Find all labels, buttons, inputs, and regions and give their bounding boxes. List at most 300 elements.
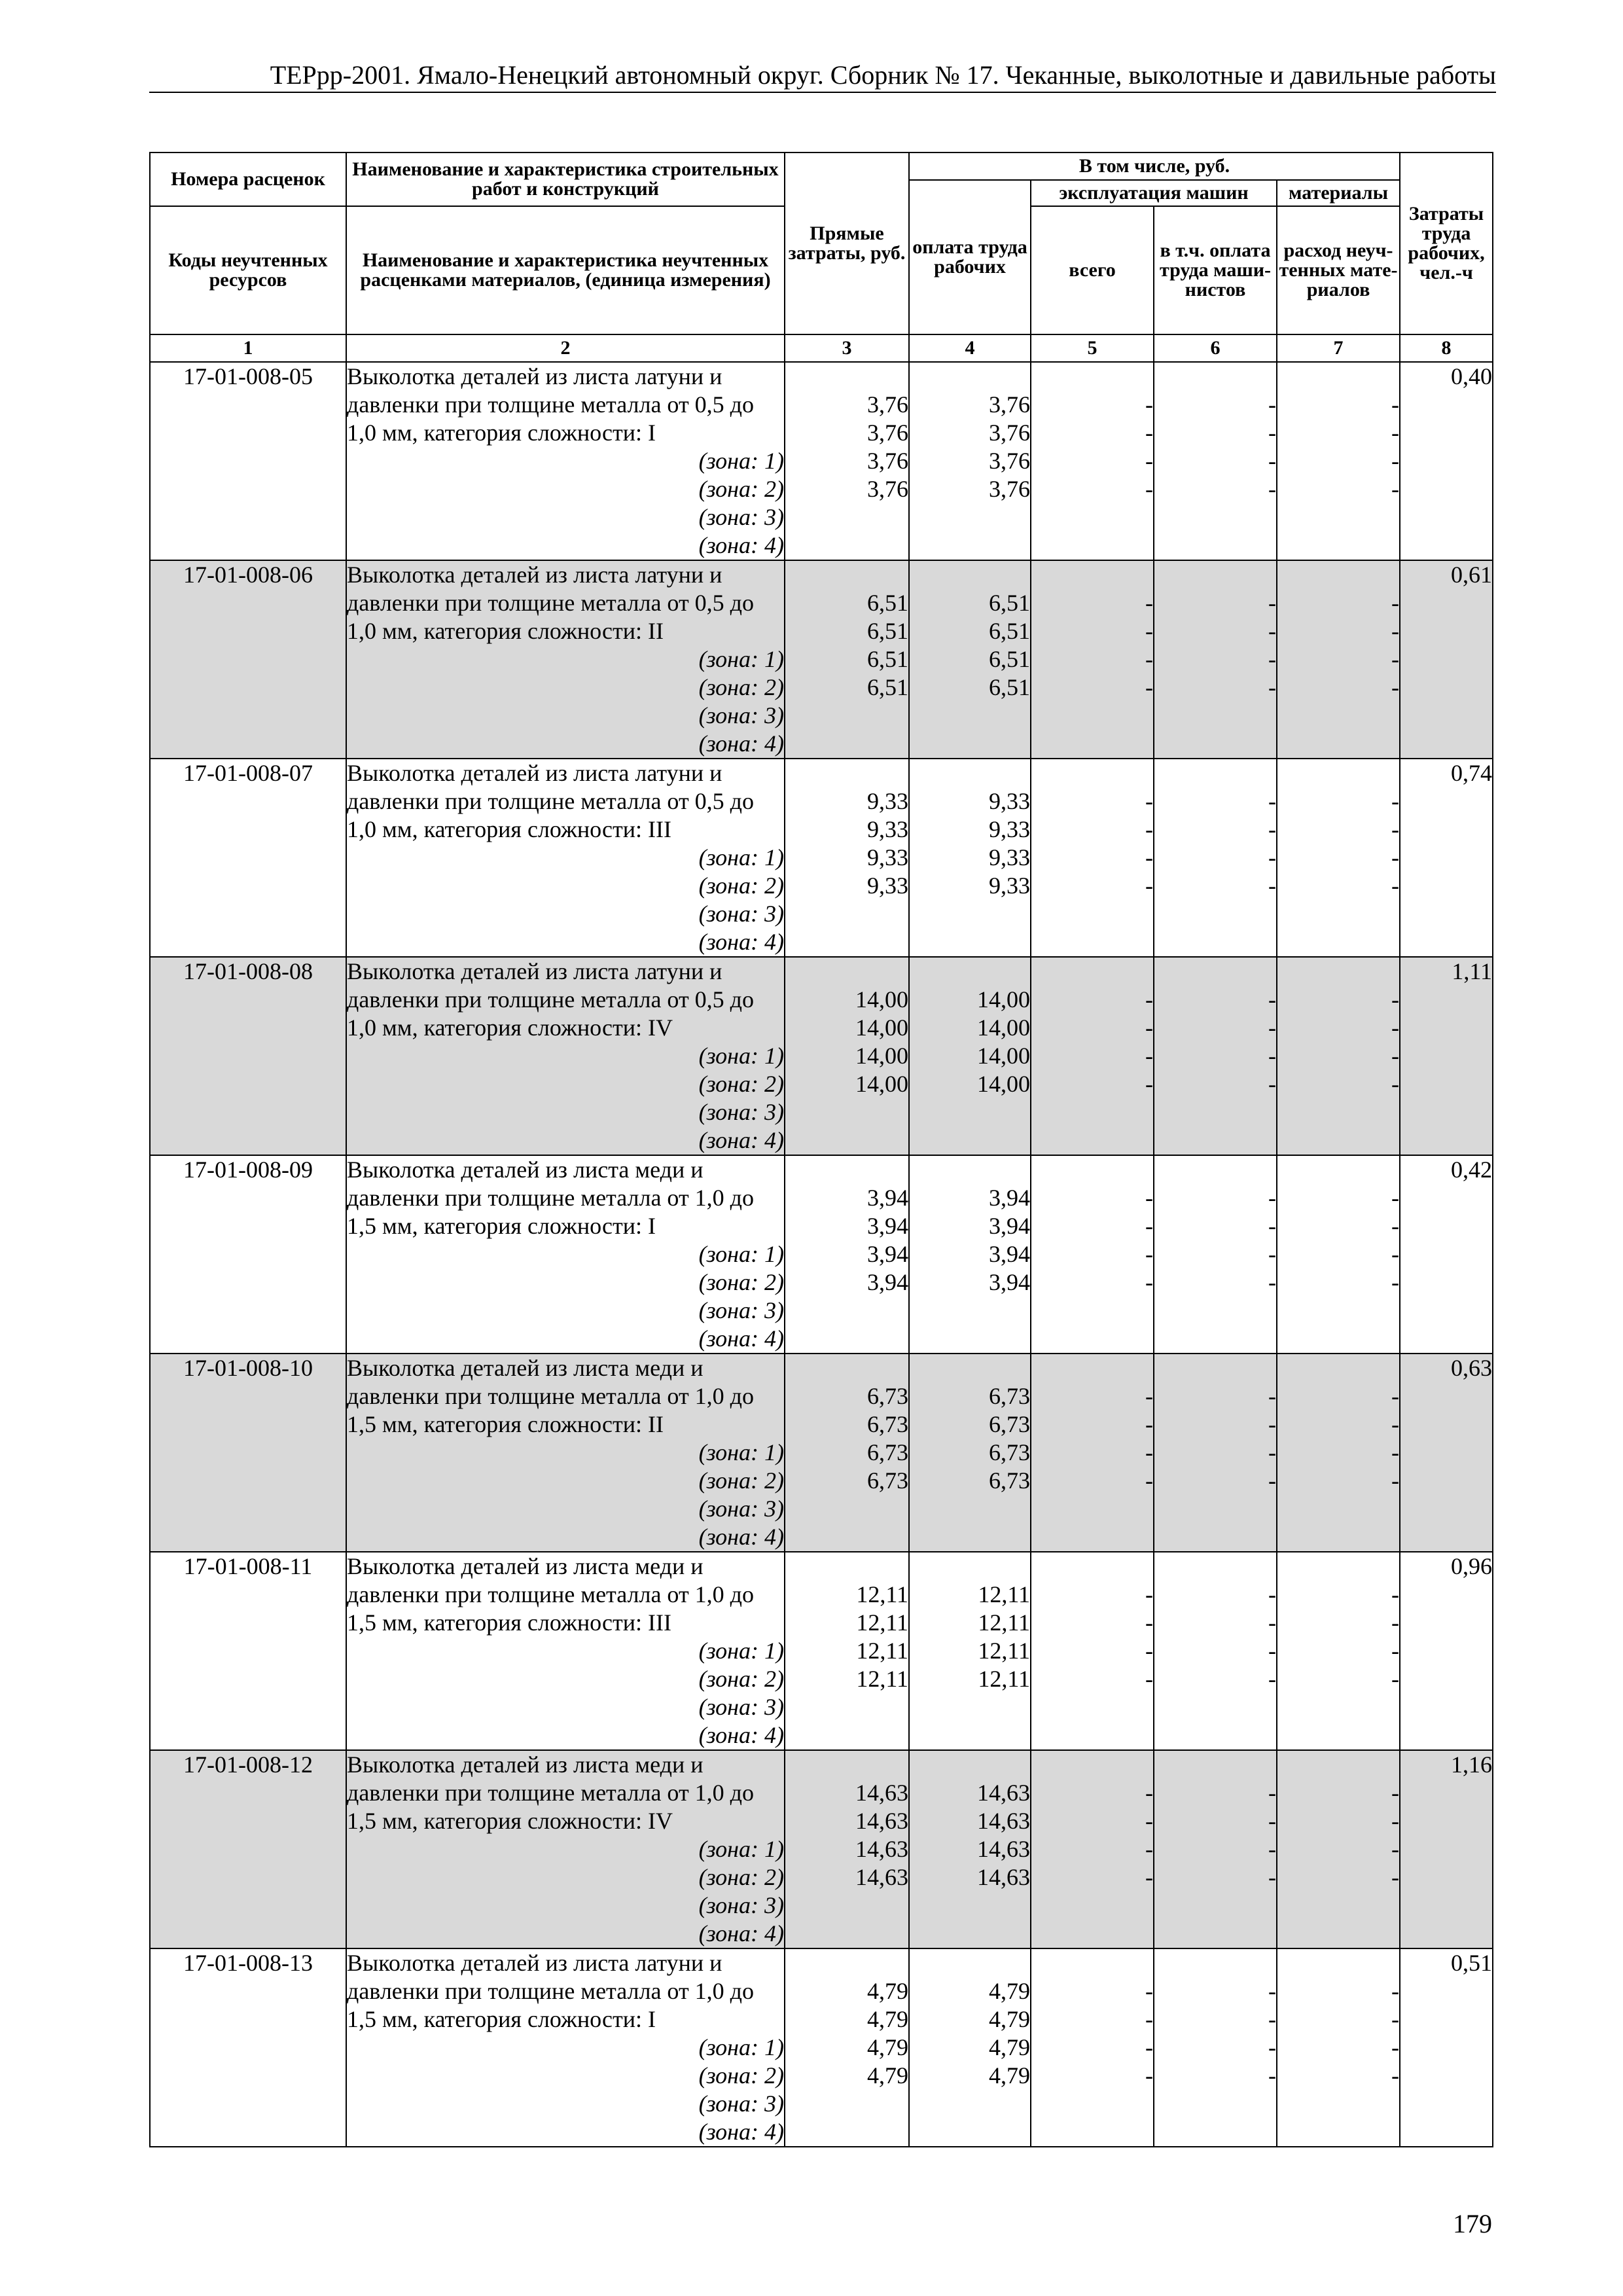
direct-cost-value: 3,76: [867, 476, 908, 502]
col4-header: оплата труда рабочих: [909, 180, 1031, 334]
worker-pay-cell: [909, 1750, 1031, 1948]
spacer: [1277, 1751, 1399, 1779]
direct-cost-value: 14,00: [855, 986, 908, 1013]
worker-pay-value: 14,63: [977, 1836, 1030, 1862]
rates-table: [149, 152, 1493, 2147]
rate-row: [150, 1552, 1493, 1750]
spacer: [910, 363, 1030, 391]
direct-cost-value: 6,73: [867, 1439, 908, 1465]
zone-label: (зона: 3): [698, 1496, 784, 1522]
worker-pay-value: 14,00: [977, 1014, 1030, 1041]
dash-value: -: [1268, 448, 1276, 474]
dash-value: -: [1268, 1071, 1276, 1097]
column-number: 2: [346, 334, 785, 362]
col8-header: Затраты труда рабочих, чел.-ч: [1400, 152, 1493, 334]
spacer: [1031, 1156, 1153, 1184]
direct-cost-cell: [785, 957, 909, 1155]
rate-description: Выколотка деталей из листа латуни и давленки при толщине металла от 0,5 до 1,0 мм, категория сложности: II: [347, 562, 755, 644]
spacer: [1031, 1751, 1153, 1779]
dash-value: -: [1145, 844, 1153, 870]
worker-pay-value: 9,33: [989, 816, 1030, 842]
spacer: [785, 1552, 908, 1581]
direct-cost-value: 12,11: [856, 1581, 908, 1607]
dash-value: -: [1268, 1213, 1276, 1239]
dash-value: -: [1268, 420, 1276, 446]
zone-label: (зона: 3): [698, 504, 784, 530]
direct-cost-cell: [785, 759, 909, 957]
direct-cost-cell: [785, 1552, 909, 1750]
machines-total-cell: [1031, 957, 1154, 1155]
zone-label: (зона: 4): [698, 1325, 784, 1352]
column-number: 6: [1154, 334, 1277, 362]
dash-value: -: [1268, 646, 1276, 672]
dash-value: -: [1145, 1808, 1153, 1834]
dash-value: -: [1145, 1383, 1153, 1409]
rate-description-cell: [346, 1155, 785, 1354]
dash-value: -: [1268, 1808, 1276, 1834]
spacer: [1154, 1751, 1276, 1779]
rate-description: Выколотка деталей из листа латуни и давленки при толщине металла от 1,0 до 1,5 мм, категория сложности: I: [347, 1950, 755, 2032]
dash-value: -: [1145, 816, 1153, 842]
dash-value: -: [1145, 1638, 1153, 1664]
dash-value: -: [1391, 1609, 1400, 1636]
rate-code-cell: 17-01-008-07: [150, 759, 346, 957]
dash-value: -: [1268, 1864, 1276, 1890]
dash-value: -: [1145, 1864, 1153, 1890]
direct-cost-value: 12,11: [856, 1609, 908, 1636]
col7-header: расход неуч-тенных мате-риалов: [1277, 206, 1400, 334]
machinist-pay-cell: [1154, 560, 1277, 759]
col6-header: в т.ч. оплата труда маши-нистов: [1154, 206, 1277, 334]
zone-label: (зона: 2): [698, 2062, 784, 2089]
worker-pay-value: 6,51: [989, 646, 1030, 672]
worker-pay-cell: [909, 1354, 1031, 1552]
worker-pay-value: 14,63: [977, 1780, 1030, 1806]
dash-value: -: [1268, 476, 1276, 502]
spacer: [1031, 1949, 1153, 1977]
dash-value: -: [1145, 2006, 1153, 2032]
dash-value: -: [1391, 2062, 1400, 2089]
worker-pay-value: 9,33: [989, 872, 1030, 899]
rate-description: Выколотка деталей из листа меди и давленки при толщине металла от 1,0 до 1,5 мм, категория сложности: II: [347, 1355, 755, 1437]
direct-cost-value: 3,76: [867, 420, 908, 446]
dash-value: -: [1145, 1978, 1153, 2004]
spacer: [1031, 561, 1153, 589]
dash-value: -: [1268, 1581, 1276, 1607]
dash-value: -: [1268, 674, 1276, 700]
spacer: [785, 1751, 908, 1779]
direct-cost-value: 3,94: [867, 1213, 908, 1239]
worker-pay-cell: [909, 1552, 1031, 1750]
dash-value: -: [1145, 1836, 1153, 1862]
labor-cost-cell: 1,16: [1400, 1750, 1493, 1948]
rate-row: [150, 1354, 1493, 1552]
dash-value: -: [1145, 2034, 1153, 2060]
spacer: [910, 958, 1030, 986]
machines-total-cell: [1031, 1552, 1154, 1750]
dash-value: -: [1268, 844, 1276, 870]
zone-label: (зона: 3): [698, 1892, 784, 1918]
labor-cost-cell: 0,51: [1400, 1948, 1493, 2147]
machines-total-cell: [1031, 1354, 1154, 1552]
machines-total-cell: [1031, 1155, 1154, 1354]
dash-value: -: [1268, 788, 1276, 814]
materials-cell: [1277, 1155, 1400, 1354]
direct-cost-value: 3,76: [867, 448, 908, 474]
rate-row: [150, 362, 1493, 560]
dash-value: -: [1268, 1467, 1276, 1494]
rate-code-cell: 17-01-008-11: [150, 1552, 346, 1750]
dash-value: -: [1145, 590, 1153, 616]
dash-value: -: [1145, 1213, 1153, 1239]
dash-value: -: [1145, 872, 1153, 899]
zone-label: (зона: 3): [698, 901, 784, 927]
running-header: ТЕРрр-2001. Ямало-Ненецкий автономный округ. Сборник № 17. Чеканные, выколотные и давильные работы: [149, 59, 1496, 93]
dash-value: -: [1391, 872, 1400, 899]
worker-pay-cell: [909, 362, 1031, 560]
rate-description-cell: [346, 759, 785, 957]
spacer: [785, 1354, 908, 1382]
direct-cost-cell: [785, 1155, 909, 1354]
column-number: 7: [1277, 334, 1400, 362]
dash-value: -: [1145, 1411, 1153, 1437]
dash-value: -: [1268, 1780, 1276, 1806]
dash-value: -: [1145, 674, 1153, 700]
worker-pay-value: 12,11: [978, 1609, 1030, 1636]
dash-value: -: [1268, 1666, 1276, 1692]
worker-pay-value: 3,76: [989, 391, 1030, 418]
direct-cost-value: 12,11: [856, 1638, 908, 1664]
machines-total-cell: [1031, 1948, 1154, 2147]
materials-cell: [1277, 1552, 1400, 1750]
spacer: [1031, 759, 1153, 787]
col2-bottom-header: Наименование и характеристика неучтенных расценками материалов, (единица измерения): [346, 206, 785, 334]
rate-description-cell: [346, 560, 785, 759]
dash-value: -: [1145, 1269, 1153, 1295]
spacer: [1154, 1156, 1276, 1184]
direct-cost-value: 9,33: [867, 816, 908, 842]
dash-value: -: [1391, 1808, 1400, 1834]
dash-value: -: [1268, 391, 1276, 418]
labor-cost-cell: 0,74: [1400, 759, 1493, 957]
direct-cost-value: 3,76: [867, 391, 908, 418]
machinist-pay-cell: [1154, 1948, 1277, 2147]
dash-value: -: [1391, 1836, 1400, 1862]
machinist-pay-cell: [1154, 1155, 1277, 1354]
machines-total-cell: [1031, 759, 1154, 957]
direct-cost-value: 14,63: [855, 1864, 908, 1890]
dash-value: -: [1145, 1439, 1153, 1465]
direct-cost-value: 4,79: [867, 1978, 908, 2004]
dash-value: -: [1145, 1071, 1153, 1097]
dash-value: -: [1391, 420, 1400, 446]
worker-pay-value: 4,79: [989, 1978, 1030, 2004]
worker-pay-value: 9,33: [989, 788, 1030, 814]
labor-cost-cell: 1,11: [1400, 957, 1493, 1155]
materials-cell: [1277, 560, 1400, 759]
zone-label: (зона: 1): [698, 1439, 784, 1465]
dash-value: -: [1391, 1581, 1400, 1607]
machines-total-cell: [1031, 1750, 1154, 1948]
dash-value: -: [1268, 1638, 1276, 1664]
dash-value: -: [1268, 1836, 1276, 1862]
dash-value: -: [1268, 1411, 1276, 1437]
direct-cost-value: 6,73: [867, 1383, 908, 1409]
labor-cost-cell: 0,96: [1400, 1552, 1493, 1750]
zone-label: (зона: 4): [698, 1524, 784, 1550]
worker-pay-cell: [909, 957, 1031, 1155]
machines-total-cell: [1031, 560, 1154, 759]
worker-pay-value: 3,94: [989, 1241, 1030, 1267]
dash-value: -: [1391, 1241, 1400, 1267]
rate-code-cell: 17-01-008-08: [150, 957, 346, 1155]
materials-cell: [1277, 759, 1400, 957]
rate-row: [150, 1948, 1493, 2147]
rate-code-cell: 17-01-008-05: [150, 362, 346, 560]
worker-pay-value: 12,11: [978, 1581, 1030, 1607]
worker-pay-value: 12,11: [978, 1638, 1030, 1664]
zone-label: (зона: 4): [698, 532, 784, 558]
zone-label: (зона: 1): [698, 2034, 784, 2060]
spacer: [1031, 363, 1153, 391]
materials-cell: [1277, 1750, 1400, 1948]
zone-label: (зона: 2): [698, 1467, 784, 1494]
worker-pay-cell: [909, 1155, 1031, 1354]
spacer: [785, 759, 908, 787]
zone-label: (зона: 3): [698, 1099, 784, 1125]
materials-header: материалы: [1277, 180, 1400, 206]
spacer: [1277, 561, 1399, 589]
spacer: [1277, 1354, 1399, 1382]
spacer: [1031, 958, 1153, 986]
zone-label: (зона: 1): [698, 646, 784, 672]
worker-pay-value: 14,00: [977, 1071, 1030, 1097]
dash-value: -: [1145, 646, 1153, 672]
direct-cost-cell: [785, 362, 909, 560]
rate-description-cell: [346, 362, 785, 560]
spacer: [910, 1949, 1030, 1977]
table-header: [150, 152, 1493, 362]
direct-cost-value: 3,94: [867, 1241, 908, 1267]
direct-cost-value: 6,51: [867, 590, 908, 616]
spacer: [1154, 958, 1276, 986]
spacer: [785, 561, 908, 589]
rate-row: [150, 957, 1493, 1155]
spacer: [1277, 1949, 1399, 1977]
dash-value: -: [1391, 844, 1400, 870]
dash-value: -: [1268, 590, 1276, 616]
direct-cost-value: 14,63: [855, 1808, 908, 1834]
zone-label: (зона: 4): [698, 1920, 784, 1946]
direct-cost-value: 14,00: [855, 1071, 908, 1097]
rate-description-cell: [346, 1750, 785, 1948]
zone-label: (зона: 2): [698, 1269, 784, 1295]
zone-label: (зона: 2): [698, 1071, 784, 1097]
direct-cost-value: 3,94: [867, 1185, 908, 1211]
dash-value: -: [1145, 1780, 1153, 1806]
dash-value: -: [1391, 986, 1400, 1013]
dash-value: -: [1391, 1978, 1400, 2004]
dash-value: -: [1391, 646, 1400, 672]
spacer: [785, 958, 908, 986]
dash-value: -: [1391, 1383, 1400, 1409]
dash-value: -: [1268, 2006, 1276, 2032]
column-number: 4: [909, 334, 1031, 362]
rate-code-cell: 17-01-008-06: [150, 560, 346, 759]
dash-value: -: [1145, 1609, 1153, 1636]
dash-value: -: [1391, 1043, 1400, 1069]
direct-cost-value: 4,79: [867, 2006, 908, 2032]
col1-bottom-header: Коды неучтенных ресурсов: [150, 206, 346, 334]
dash-value: -: [1391, 2034, 1400, 2060]
spacer: [785, 363, 908, 391]
spacer: [1154, 759, 1276, 787]
spacer: [1154, 561, 1276, 589]
spacer: [785, 1949, 908, 1977]
machines-total-cell: [1031, 362, 1154, 560]
dash-value: -: [1391, 1439, 1400, 1465]
group-header: В том числе, руб.: [909, 152, 1400, 180]
zone-label: (зона: 4): [698, 730, 784, 757]
spacer: [910, 1552, 1030, 1581]
machinist-pay-cell: [1154, 362, 1277, 560]
dash-value: -: [1391, 1185, 1400, 1211]
dash-value: -: [1391, 816, 1400, 842]
dash-value: -: [1268, 1043, 1276, 1069]
rate-description-cell: [346, 1552, 785, 1750]
spacer: [1031, 1354, 1153, 1382]
rate-description: Выколотка деталей из листа меди и давленки при толщине металла от 1,0 до 1,5 мм, категория сложности: III: [347, 1553, 755, 1636]
labor-cost-cell: 0,61: [1400, 560, 1493, 759]
zone-label: (зона: 2): [698, 1666, 784, 1692]
column-number: 1: [150, 334, 346, 362]
worker-pay-cell: [909, 759, 1031, 957]
column-number: 5: [1031, 334, 1154, 362]
dash-value: -: [1268, 2062, 1276, 2089]
worker-pay-value: 3,94: [989, 1185, 1030, 1211]
dash-value: -: [1268, 618, 1276, 644]
table-body: [150, 362, 1493, 2147]
direct-cost-cell: [785, 1948, 909, 2147]
dash-value: -: [1268, 1014, 1276, 1041]
col3-header: Прямые затраты, руб.: [785, 152, 909, 334]
spacer: [910, 1354, 1030, 1382]
direct-cost-value: 4,79: [867, 2062, 908, 2089]
spacer: [910, 1156, 1030, 1184]
materials-cell: [1277, 362, 1400, 560]
zone-label: (зона: 2): [698, 1864, 784, 1890]
col1-top-header: Номера расценок: [150, 152, 346, 206]
worker-pay-value: 6,51: [989, 618, 1030, 644]
machines-header: эксплуатация машин: [1031, 180, 1277, 206]
spacer: [1031, 1552, 1153, 1581]
spacer: [1277, 759, 1399, 787]
dash-value: -: [1145, 1467, 1153, 1494]
zone-label: (зона: 1): [698, 844, 784, 870]
column-number: 8: [1400, 334, 1493, 362]
labor-cost-cell: 0,42: [1400, 1155, 1493, 1354]
direct-cost-value: 4,79: [867, 2034, 908, 2060]
zone-label: (зона: 1): [698, 1043, 784, 1069]
dash-value: -: [1391, 391, 1400, 418]
machinist-pay-cell: [1154, 1354, 1277, 1552]
dash-value: -: [1145, 618, 1153, 644]
dash-value: -: [1391, 788, 1400, 814]
spacer: [1277, 1156, 1399, 1184]
rate-description: Выколотка деталей из листа латуни и давленки при толщине металла от 0,5 до 1,0 мм, категория сложности: IV: [347, 958, 755, 1041]
direct-cost-cell: [785, 1354, 909, 1552]
worker-pay-value: 14,63: [977, 1808, 1030, 1834]
spacer: [1277, 1552, 1399, 1581]
direct-cost-cell: [785, 1750, 909, 1948]
worker-pay-value: 9,33: [989, 844, 1030, 870]
worker-pay-cell: [909, 560, 1031, 759]
worker-pay-value: 3,94: [989, 1213, 1030, 1239]
direct-cost-value: 6,51: [867, 646, 908, 672]
spacer: [1277, 363, 1399, 391]
dash-value: -: [1145, 788, 1153, 814]
dash-value: -: [1145, 1581, 1153, 1607]
dash-value: -: [1145, 1666, 1153, 1692]
worker-pay-value: 6,51: [989, 590, 1030, 616]
dash-value: -: [1391, 618, 1400, 644]
dash-value: -: [1145, 1185, 1153, 1211]
dash-value: -: [1391, 1071, 1400, 1097]
zone-label: (зона: 1): [698, 448, 784, 474]
spacer: [1154, 1552, 1276, 1581]
rate-row: [150, 759, 1493, 957]
zone-label: (зона: 4): [698, 929, 784, 955]
spacer: [910, 1751, 1030, 1779]
dash-value: -: [1145, 986, 1153, 1013]
worker-pay-value: 14,00: [977, 986, 1030, 1013]
zone-label: (зона: 2): [698, 872, 784, 899]
direct-cost-value: 9,33: [867, 844, 908, 870]
direct-cost-value: 6,73: [867, 1411, 908, 1437]
spacer: [910, 759, 1030, 787]
machinist-pay-cell: [1154, 759, 1277, 957]
direct-cost-value: 6,73: [867, 1467, 908, 1494]
dash-value: -: [1268, 1185, 1276, 1211]
zone-label: (зона: 3): [698, 1694, 784, 1720]
dash-value: -: [1145, 1014, 1153, 1041]
zone-label: (зона: 4): [698, 2119, 784, 2145]
dash-value: -: [1268, 1269, 1276, 1295]
worker-pay-value: 4,79: [989, 2034, 1030, 2060]
rate-description: Выколотка деталей из листа меди и давленки при толщине металла от 1,0 до 1,5 мм, категория сложности: IV: [347, 1751, 755, 1834]
direct-cost-value: 6,51: [867, 674, 908, 700]
dash-value: -: [1391, 1467, 1400, 1494]
worker-pay-value: 3,94: [989, 1269, 1030, 1295]
column-number: 3: [785, 334, 909, 362]
zone-label: (зона: 1): [698, 1638, 784, 1664]
dash-value: -: [1145, 2062, 1153, 2089]
direct-cost-value: 12,11: [856, 1666, 908, 1692]
machinist-pay-cell: [1154, 957, 1277, 1155]
worker-pay-value: 6,73: [989, 1411, 1030, 1437]
dash-value: -: [1145, 420, 1153, 446]
worker-pay-value: 6,51: [989, 674, 1030, 700]
rate-code-cell: 17-01-008-09: [150, 1155, 346, 1354]
zone-label: (зона: 4): [698, 1127, 784, 1153]
dash-value: -: [1391, 2006, 1400, 2032]
worker-pay-value: 14,00: [977, 1043, 1030, 1069]
rate-code-cell: 17-01-008-10: [150, 1354, 346, 1552]
col2-top-header: Наименование и характеристика строительных работ и конструкций: [346, 152, 785, 206]
dash-value: -: [1145, 1043, 1153, 1069]
spacer: [910, 561, 1030, 589]
dash-value: -: [1268, 1383, 1276, 1409]
